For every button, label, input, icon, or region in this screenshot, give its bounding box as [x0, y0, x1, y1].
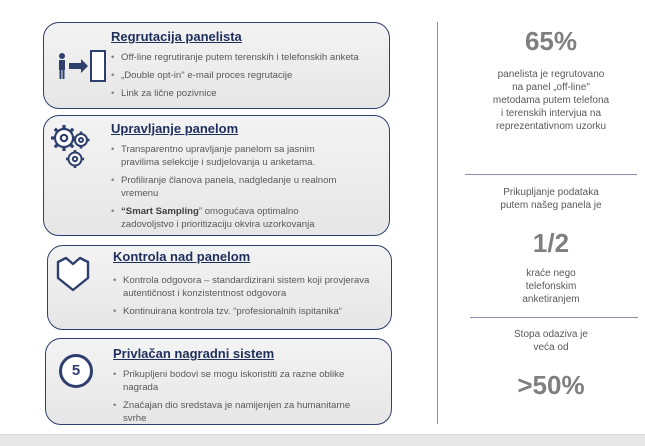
bullet-item: • Profiliranje članova panela, nadgledanje u realnom vremenu — [111, 174, 351, 200]
bullet-list — [111, 51, 383, 105]
bullet-item: • Kontrola odgovora – standardizirani sistem koji provjerava autentičnost i konzistentnost odgovora — [113, 274, 383, 300]
bullet-item: • Off-line regrutiranje putem terenskih i telefonskih anketa — [111, 51, 383, 64]
section-title: Upravljanje panelom — [111, 121, 239, 136]
gears-icon — [48, 122, 94, 175]
bullet-item: • Transparentno upravljanje panelom sa jasnim pravilima selekcije i sudjelovanja u anketama. — [111, 143, 351, 169]
bottom-scrollbar-strip — [0, 434, 645, 446]
stat-speed-value: 1/2 — [532, 228, 570, 258]
reward-system-card — [45, 338, 392, 425]
bullet-item: • Kontinuirana kontrola tzv. “profesionalnih ispitanika“ — [113, 305, 383, 318]
bullet-text: ” omogućava optimalno zadovoljstvo i prioritizaciju okvira uzorkovanja — [121, 206, 315, 230]
recruitment-card — [43, 22, 390, 109]
bullet-item: • „Double opt-in" e-mail proces regrutacije — [111, 69, 383, 82]
stat-recruited-percent: 65% — [524, 26, 578, 56]
stat-speed-post-text: kraće nego telefonskim anketiranjem — [522, 268, 580, 305]
person-to-door-icon — [56, 49, 108, 90]
section-title: Regrutacija panelista — [111, 29, 242, 44]
bullet-bold-text: “Smart Sampling — [121, 206, 199, 217]
stat-response-pre-text: Stopa odaziva je veća od — [514, 329, 588, 353]
panel-control-card — [47, 245, 392, 330]
icon-number: 5 — [71, 362, 81, 379]
bullet-item: • Značajan dio sredstava je namijenjen za humanitarne svrhe — [113, 399, 363, 425]
section-title: Privlačan nagradni sistem — [113, 346, 275, 361]
horizontal-divider — [465, 174, 637, 175]
bullet-list — [113, 368, 363, 430]
bullet-item: • Prikupljeni bodovi se mogu iskoristiti za razne oblike nagrada — [113, 368, 363, 394]
panel-management-card — [43, 115, 390, 236]
vertical-divider — [437, 22, 438, 424]
stat-response-value: >50% — [517, 370, 585, 400]
bullet-item: • Link za lične pozivnice — [111, 87, 383, 100]
shield-icon — [55, 254, 91, 299]
bullet-list — [111, 143, 351, 236]
stat-speed-pre-text: Prikupljanje podataka putem našeg panela je — [500, 187, 602, 211]
horizontal-divider — [470, 317, 638, 318]
section-title: Kontrola nad panelom — [113, 249, 251, 264]
bullet-list — [113, 274, 383, 323]
bullet-item — [111, 205, 351, 231]
stat-recruited-text: panelista je regrutovano na panel „off-line" metodama putem telefona i terenskih intervjua na reprezentativnom uzorku — [492, 69, 610, 132]
number-five-icon — [58, 353, 94, 394]
